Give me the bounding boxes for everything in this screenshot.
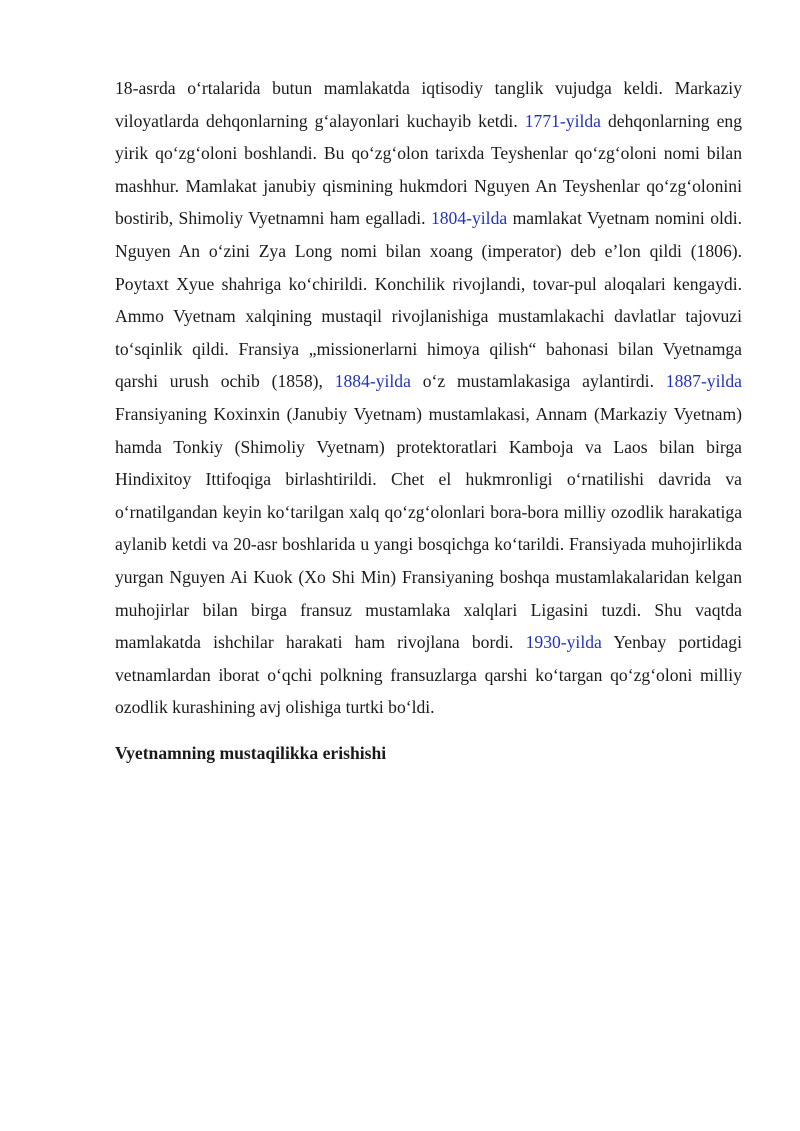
section-heading: Vyetnamning mustaqilikka erishishi [115,742,387,763]
paragraph-text: mamlakat Vyetnam nomini oldi. Nguyen An o‘zini Zya Long nomi bilan xoang (imperator) deb e’lon qildi (1806). Poytaxt Xyue shahriga ko‘chirildi. Konchilik rivojlandi, tovar-pul aloqalari kengaydi. Ammo Vyetnam xalqining mustaqil rivojlanishiga mustamlakachi davlatlar tajovuzi to‘sqinlik qildi. Fransiya „missionerlarni himoya qilish“ bahonasi bilan Vyetnamga qarshi urush ochib (1858), [115,208,742,392]
year-highlight: 1804-yilda [430,208,508,229]
paragraph-text: Fransiyaning Koxinxin (Janubiy Vyetnam) mustamlakasi, Annam (Markaziy Vyetnam) hamda Tonkiy (Shimoliy Vyetnam) protektoratlari Kamboja va Laos bilan birga Hindixitoy Ittifoqiga birlashtirildi. Chet el hukmronligi o‘rnatilishi davrida va o‘rnatilgandan keyin ko‘tarilgan xalq qo‘zg‘olonlari bora-bora milliy ozodlik harakatiga aylanib ketdi va 20-asr boshlarida u yangi bosqichga ko‘tarildi. Fransiyada muhojirlikda yurgan Nguyen Ai Kuok (Xo Shi Min) Fransiyaning boshqa mustamlakalaridan kelgan muhojirlar bilan birga fransuz mustamlaka xalqlari Ligasini tuzdi. Shu vaqtda mamlakatda ishchilar harakati ham rivojlana bordi. [115,403,742,653]
paragraph-text: 18-asrda o‘rtalarida butun mamlakatda iqtisodiy tanglik vujudga keldi. Markaziy viloyatlarda dehqonlarning g‘alayonlari kuchayib ketdi. [115,78,742,131]
document-page [115,72,742,769]
year-highlight: 1887-yilda [665,371,742,392]
paragraph-text: o‘z mustamlakasiga aylantirdi. [410,371,666,392]
year-highlight: 1771-yilda [524,110,601,131]
year-highlight: 1884-yilda [334,371,411,392]
paragraph-text: dehqonlarning eng yirik qo‘zg‘oloni boshlandi. Bu qo‘zg‘olon tarixda Teyshenlar qo‘zg‘oloni nomi bilan mashhur. Mamlakat janubiy qismining hukmdori Nguyen An Teyshenlar qo‘zg‘olonini bostirib, Shimoliy Vyetnamni ham egalladi. [115,110,743,229]
body-paragraph [115,72,742,724]
year-highlight: 1930-yilda [525,632,602,653]
paragraph-text: Yenbay portidagi vetnamlardan iborat o‘qchi polkning fransuzlarga qarshi ko‘targan qo‘zg‘oloni milliy ozodlik kurashining avj olishiga turtki bo‘ldi. [115,632,742,718]
